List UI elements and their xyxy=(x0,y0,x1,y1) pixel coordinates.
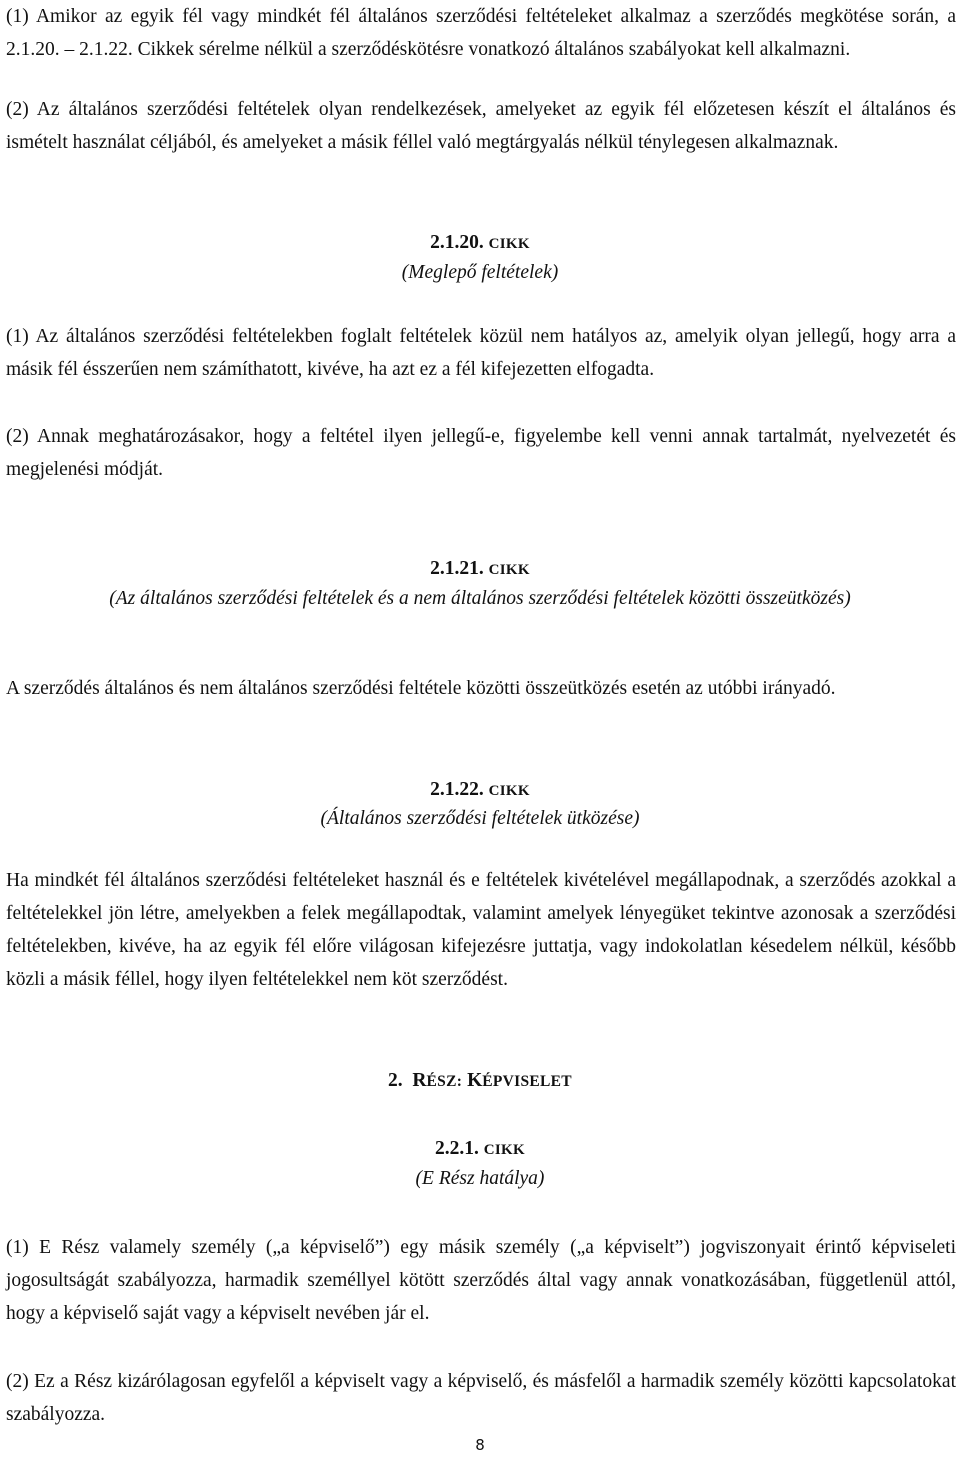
article-label: CIKK xyxy=(483,1142,525,1158)
paragraph-intro-1: (1) Amikor az egyik fél vagy mindkét fél általános szerződési feltételeket alkalmaz a szerződés megkötése során, a 2.1.20. – 2.1.22. Cikkek sérelme nélkül a szerződéskötésre vonatkozó általános szabályokat kell alkalmazni. xyxy=(6,6,956,60)
article-label: CIKK xyxy=(488,562,530,578)
article-heading xyxy=(0,227,960,260)
article-paragraph: (1) E Rész valamely személy („a képviselő”) egy másik személy („a képviselt”) jogviszonyait érintő képviseleti jogosultságát szabályozza, harmadik személlyel kötött szerződés által vagy annak vonatkozásában, függetlenül attól, hogy a képviselő saját vagy a képviselt nevében jár el. xyxy=(6,1237,956,1324)
article-paragraph: (2) Ez a Rész kizárólagosan egyfelől a képviselt vagy a képviselő, és másfelől a harmadik személy közötti kapcsolatokat szabályozza. xyxy=(6,1371,956,1425)
article-title: (E Rész hatálya) xyxy=(415,1168,545,1189)
article-heading xyxy=(0,553,960,586)
article-number: 2.1.22. xyxy=(430,779,484,800)
part-k-initial: K xyxy=(467,1070,483,1091)
article-paragraph: Ha mindkét fél általános szerződési feltételeket használ és e feltételek kivételével megállapodnak, a szerződés azokkal a feltételekkel jön létre, amelyekben a felek megállapodtak, valamint amelyek lényegüket tekintve azonosak a szerződési feltételekben, kivéve, ha az egyik fél előre világosan kifejezésre juttatja, vagy indokolatlan késedelem nélkül, később közli a másik féllel, hogy ilyen feltételekkel nem köt szerződést. xyxy=(6,870,956,990)
article-label: CIKK xyxy=(488,236,530,252)
article-title: (Az általános szerződési feltételek és a nem általános szerződési feltételek közötti összeütközés) xyxy=(109,588,851,609)
part-heading xyxy=(0,1070,960,1092)
article-title: (Általános szerződési feltételek ütközése) xyxy=(320,808,640,829)
article-number: 2.1.21. xyxy=(430,558,484,579)
article-heading xyxy=(0,1133,960,1166)
paragraph-intro-2: (2) Az általános szerződési feltételek olyan rendelkezések, amelyeket az egyik fél előzetesen készít el általános és ismételt használat céljából, és amelyeket a másik féllel való megtárgyalás nélkül ténylegesen alkalmaznak. xyxy=(6,99,956,153)
part-number: 2. xyxy=(388,1070,403,1091)
article-number: 2.2.1. xyxy=(435,1138,479,1159)
article-paragraph: (2) Annak meghatározásakor, hogy a feltétel ilyen jellegű-e, figyelembe kell venni annak tartalmát, nyelvezetét és megjelenési módját. xyxy=(6,426,956,480)
part-r-initial: R xyxy=(412,1070,427,1091)
part-k-rest: ÉPVISELET xyxy=(482,1073,572,1090)
article-title: (Meglepő feltételek) xyxy=(401,262,559,283)
part-r-rest: ÉSZ: xyxy=(426,1073,463,1090)
page-number: 8 xyxy=(475,1436,485,1454)
article-number: 2.1.20. xyxy=(430,232,484,253)
article-paragraph: (1) Az általános szerződési feltételekben foglalt feltételek közül nem hatályos az, amelyik olyan jellegű, hogy arra a másik fél ésszerűen nem számíthatott, kivéve, ha azt ez a fél kifejezetten elfogadta. xyxy=(6,326,956,380)
article-label: CIKK xyxy=(488,783,530,799)
article-paragraph: A szerződés általános és nem általános szerződési feltétele közötti összeütközés esetén az utóbbi irányadó. xyxy=(6,678,836,699)
